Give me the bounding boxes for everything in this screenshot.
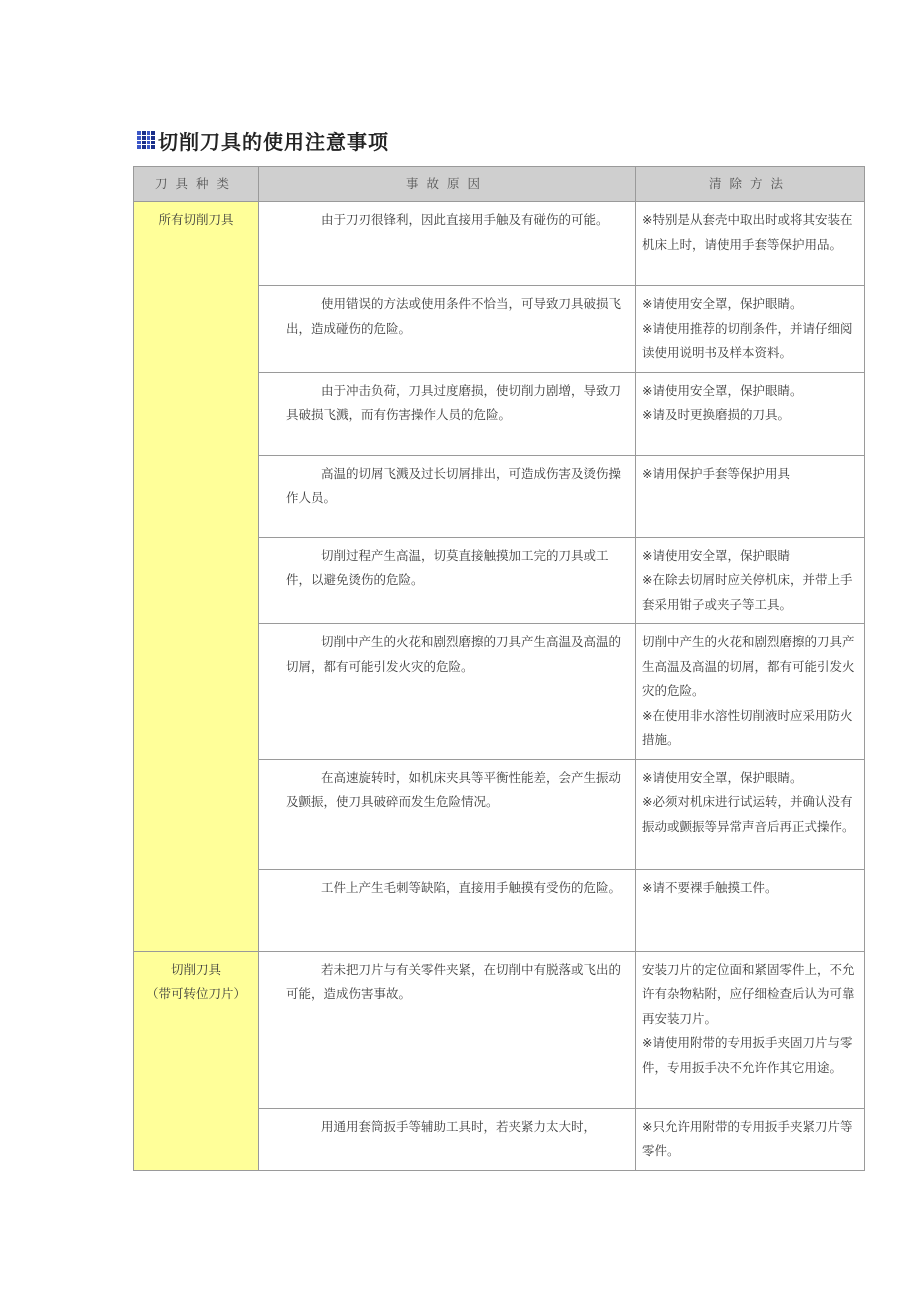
document-heading [137, 126, 389, 154]
remedy-line: ※只允许用附带的专用扳手夹紧刀片等零件。 [642, 1118, 853, 1158]
remedy-cell [636, 372, 865, 455]
tool-type-sublabel: （带可转位刀片） [145, 986, 246, 1001]
remedy-cell [636, 537, 865, 624]
table-header-row [134, 167, 865, 202]
remedy-line: ※请及时更换磨损的刀具。 [642, 407, 790, 422]
remedy-cell [636, 759, 865, 869]
remedy-line: ※请使用安全罩，保护眼睛 [642, 547, 790, 563]
grid-bullet-icon [137, 131, 155, 149]
remedy-cell [636, 869, 865, 951]
header-remedy-method [636, 167, 865, 202]
remedy-line: ※请使用安全罩，保护眼睛。 [642, 382, 803, 398]
tool-type-label: 所有切削刀具 [158, 212, 234, 227]
header-tool-type [134, 167, 259, 202]
accident-cause-cell: 切削中产生的火花和剧烈磨擦的刀具产生高温及高温的切屑，都有可能引发火灾的危险。 [259, 624, 636, 760]
remedy-line: ※在除去切屑时应关停机床，并带上手套采用钳子或夹子等工具。 [642, 572, 853, 612]
safety-table [133, 166, 865, 1171]
remedy-line: 安装刀片的定位面和紧固零件上，不允许有杂物粘附，应仔细检查后认为可靠再安装刀片。 [642, 961, 855, 1026]
accident-cause-cell: 工件上产生毛刺等缺陷，直接用手触摸有受伤的危险。 [259, 869, 636, 951]
remedy-line: ※请使用安全罩，保护眼睛。 [642, 296, 803, 311]
header-remedy-method-label: 清除方法 [708, 175, 791, 191]
tool-type-cell [134, 202, 259, 952]
remedy-cell [636, 624, 865, 760]
remedy-cell [636, 202, 865, 286]
header-accident-cause-label: 事故原因 [405, 175, 488, 191]
accident-cause-cell: 使用错误的方法或使用条件不恰当，可导致刀具破损飞出，造成碰伤的危险。 [259, 286, 636, 373]
remedy-line: ※请使用推荐的切削条件，并请仔细阅读使用说明书及样本资料。 [642, 320, 853, 360]
remedy-cell [636, 951, 865, 1108]
tool-type-label: 切削刀具 [170, 961, 221, 977]
table-row [134, 202, 865, 286]
accident-cause-cell: 由于刀刃很锋利，因此直接用手触及有碰伤的可能。 [259, 202, 636, 286]
accident-cause-cell: 若未把刀片与有关零件夹紧，在切削中有脱落或飞出的可能，造成伤害事故。 [259, 951, 636, 1108]
header-tool-type-label: 刀具种类 [154, 175, 237, 191]
table-row [134, 951, 865, 1108]
remedy-line: ※特别是从套壳中取出时或将其安装在机床上时，请使用手套等保护用品。 [642, 212, 853, 252]
accident-cause-cell: 由于冲击负荷，刀具过度磨损，使切削力剧增，导致刀具破损飞溅，而有伤害操作人员的危险。 [259, 372, 636, 455]
remedy-cell [636, 286, 865, 373]
accident-cause-cell: 用通用套筒扳手等辅助工具时，若夹紧力太大时， [259, 1108, 636, 1170]
remedy-line: ※请使用安全罩，保护眼睛。 [642, 769, 803, 785]
accident-cause-cell: 高温的切屑飞溅及过长切屑排出，可造成伤害及烫伤操作人员。 [259, 455, 636, 537]
tool-type-cell [134, 951, 259, 1170]
remedy-line: ※必须对机床进行试运转，并确认没有振动或颤振等异常声音后再正式操作。 [642, 794, 855, 834]
remedy-line: ※在使用非水溶性切削液时应采用防火措施。 [642, 707, 853, 747]
page-title: 切削刀具的使用注意事项 [158, 129, 389, 154]
remedy-line: ※请用保护手套等保护用具 [642, 465, 790, 481]
accident-cause-cell: 切削过程产生高温，切莫直接触摸加工完的刀具或工件，以避免烫伤的危险。 [259, 537, 636, 624]
remedy-line: 切削中产生的火花和剧烈磨擦的刀具产生高温及高温的切屑，都有可能引发火灾的危险。 [642, 634, 855, 698]
remedy-line: ※请不要裸手触摸工件。 [642, 879, 778, 895]
accident-cause-cell: 在高速旋转时，如机床夹具等平衡性能差，会产生振动及颤振，使刀具破碎而发生危险情况。 [259, 759, 636, 869]
header-accident-cause [259, 167, 636, 202]
remedy-line: ※请使用附带的专用扳手夹固刀片与零件，专用扳手决不允许作其它用途。 [642, 1035, 853, 1075]
remedy-cell [636, 455, 865, 537]
remedy-cell [636, 1108, 865, 1170]
